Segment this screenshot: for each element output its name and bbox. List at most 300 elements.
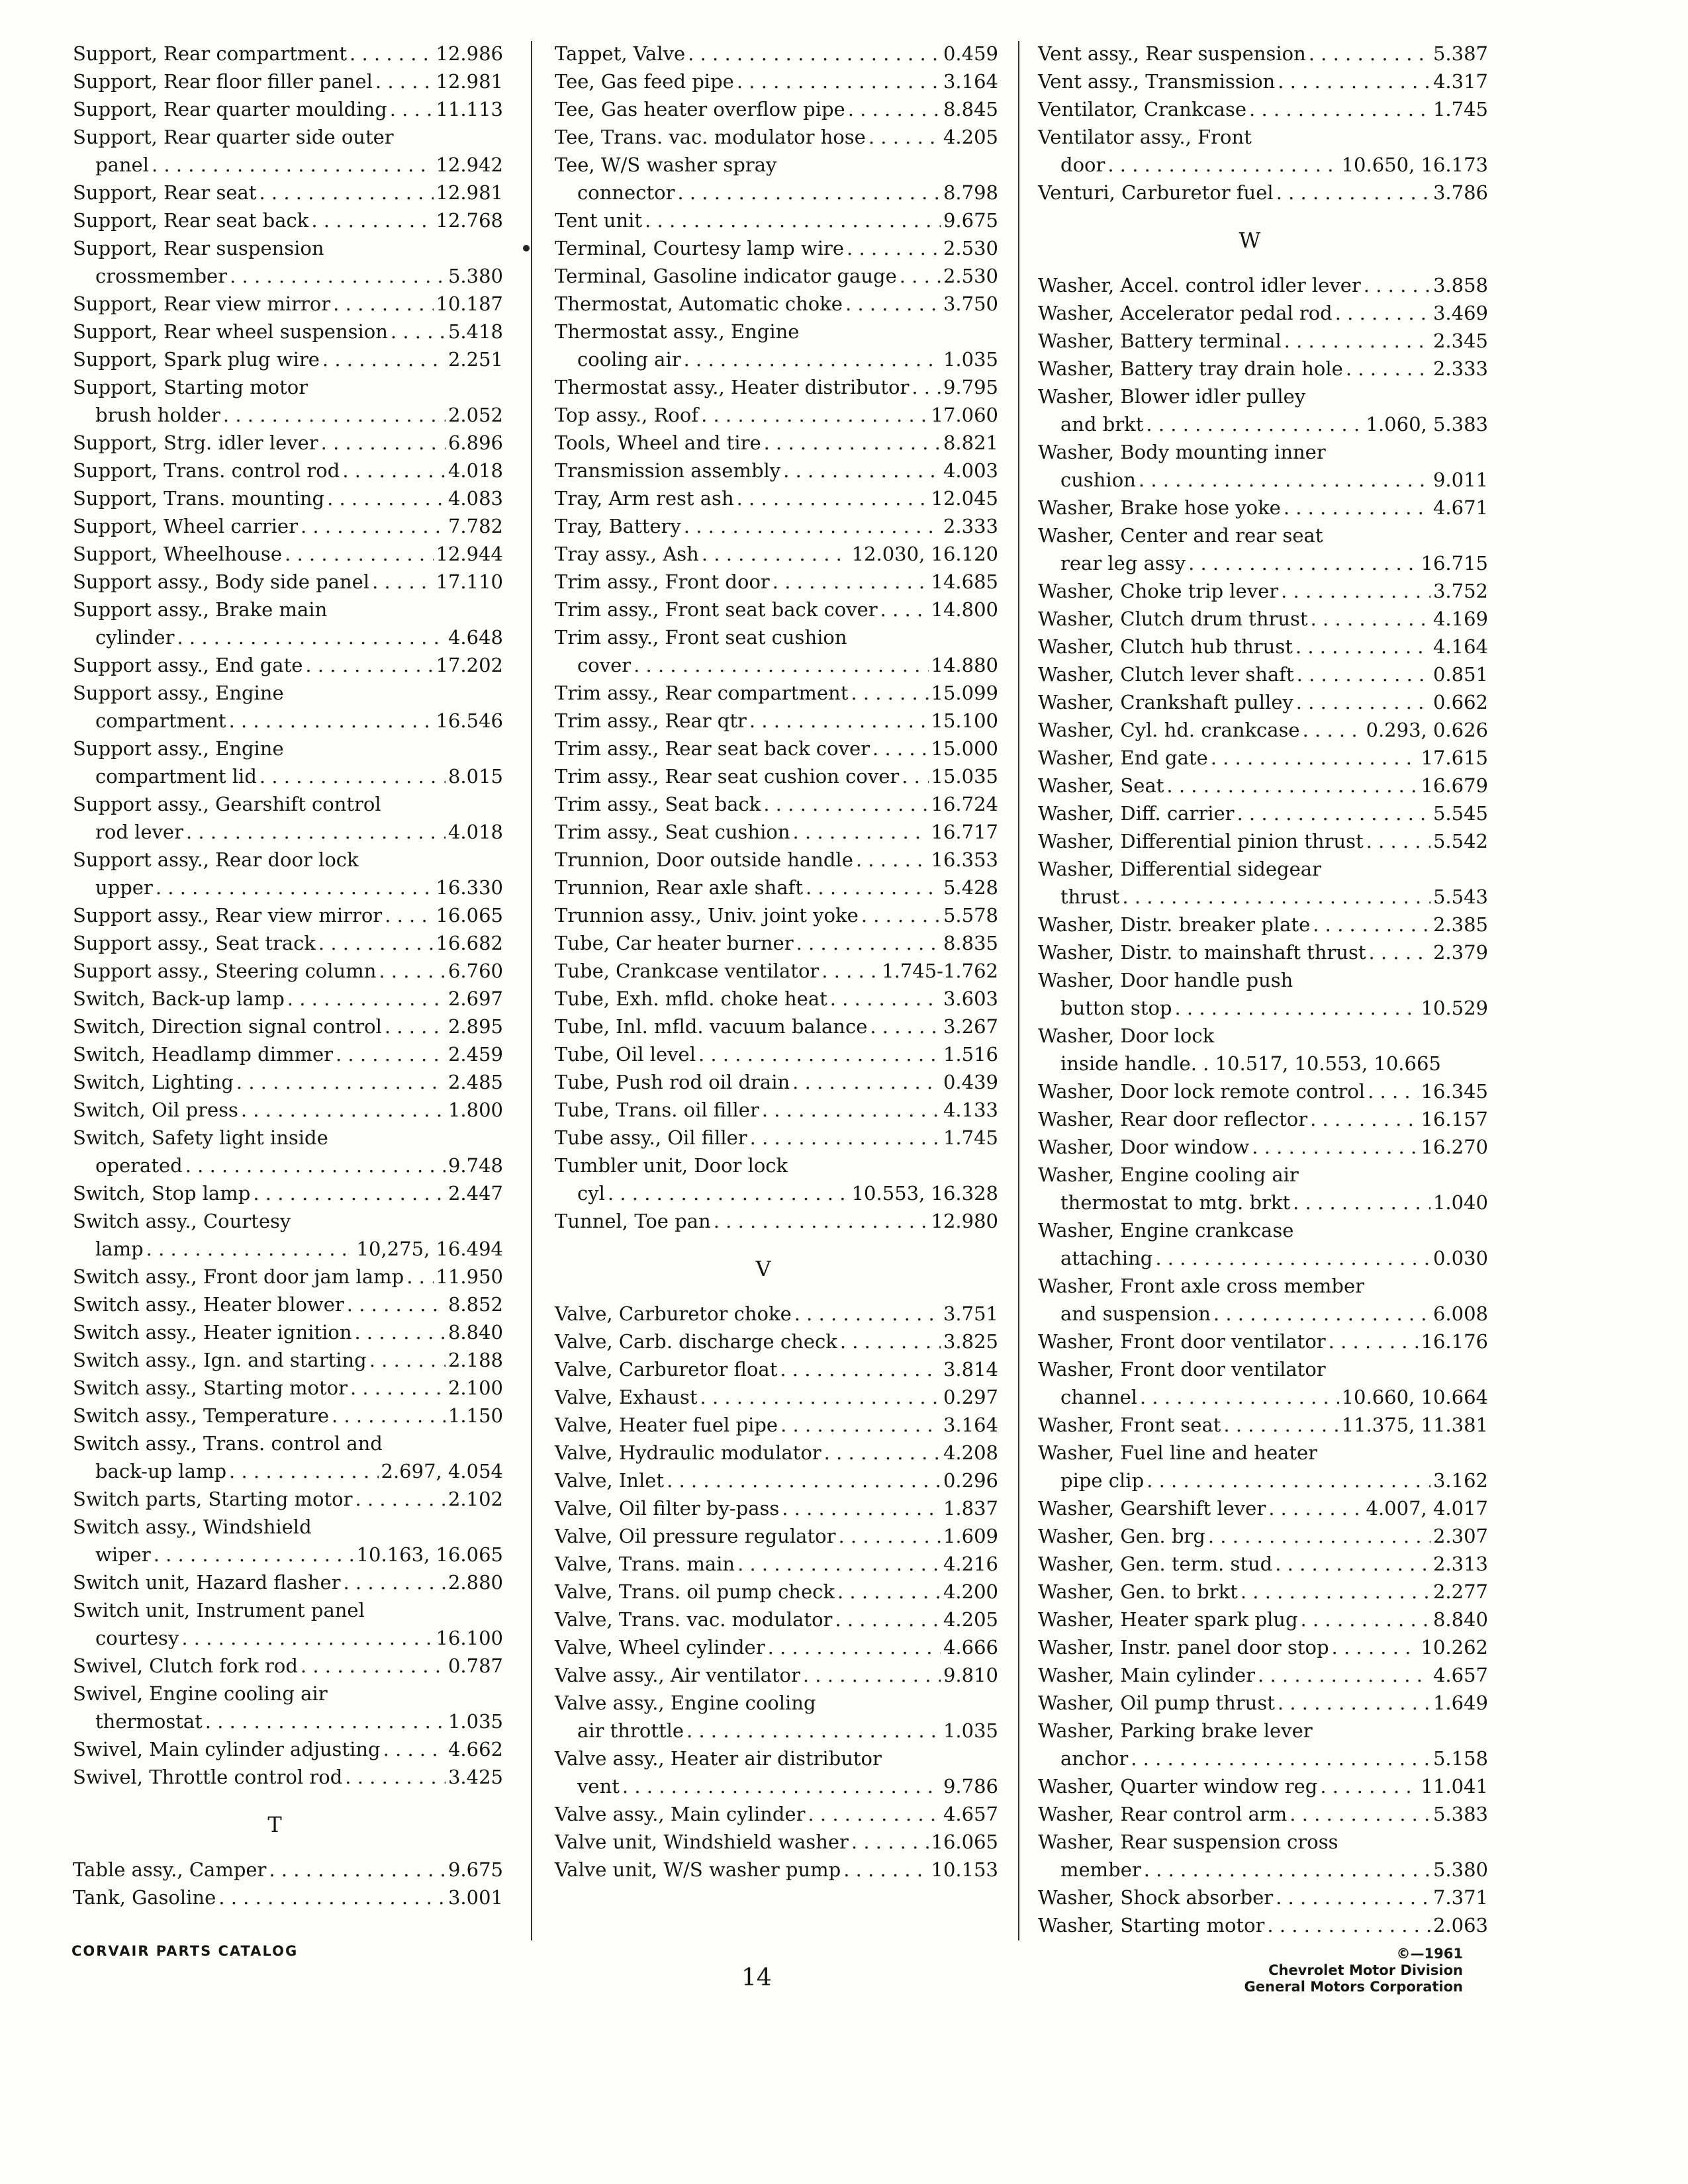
- entry-part-name: Support, Wheelhouse: [73, 543, 283, 565]
- entry-part-name: Washer, Main cylinder: [1038, 1664, 1256, 1686]
- index-entry: [1038, 1383, 1488, 1411]
- dot-leader: [1107, 151, 1338, 179]
- dot-leader: [259, 179, 433, 206]
- index-entry: [73, 429, 503, 457]
- entry-part-name: Tee, Trans. vac. modulator hose: [555, 126, 866, 148]
- entry-group-number: 7.371: [1432, 1886, 1488, 1909]
- dot-leader: [391, 318, 445, 345]
- entry-part-name: Vent assy., Rear suspension: [1038, 42, 1306, 65]
- entry-part-name: Top assy., Roof: [555, 404, 699, 426]
- entry-part-name: button stop: [1060, 997, 1172, 1019]
- entry-group-number: 4.205: [943, 126, 998, 148]
- index-entry: [555, 874, 998, 901]
- entry-group-number: 5.383: [1432, 1803, 1488, 1825]
- dot-leader: [633, 651, 928, 679]
- entry-group-number: 2.345: [1432, 330, 1488, 352]
- index-entry: [1038, 1105, 1488, 1133]
- dot-leader: [737, 484, 929, 512]
- entry-group-number: 2.880: [447, 1571, 503, 1594]
- entry-part-name: Support, Rear seat back: [73, 209, 309, 232]
- dot-leader: [285, 540, 433, 568]
- dot-leader: [912, 373, 941, 401]
- entry-part-name: Tent unit: [555, 209, 643, 232]
- index-entry: [73, 1068, 503, 1096]
- entry-group-number: 2.895: [447, 1015, 503, 1038]
- dot-leader: [1140, 1383, 1339, 1411]
- entry-part-name: Switch unit, Hazard flasher: [73, 1571, 341, 1594]
- index-entry: [1038, 1689, 1488, 1717]
- dot-leader: [1366, 827, 1430, 855]
- index-entry: [73, 179, 503, 206]
- entry-part-name: Washer, Brake hose yoke: [1038, 496, 1281, 519]
- index-entry: [555, 707, 998, 735]
- entry-group-number: 1.837: [943, 1497, 998, 1520]
- entry-part-name: upper: [95, 876, 153, 899]
- entry-part-name: Washer, Quarter window reg: [1038, 1775, 1318, 1797]
- entry-group-number: 2.530: [943, 265, 998, 287]
- entry-group-number: 16.679: [1421, 774, 1488, 797]
- index-entry: [73, 874, 503, 901]
- entry-group-number: 8.835: [943, 932, 998, 954]
- entry-group-number: 8.840: [1432, 1608, 1488, 1631]
- dot-leader: [241, 1096, 445, 1124]
- index-entry-heading: Ventilator assy., Front: [1038, 126, 1252, 148]
- entry-group-number: 16.176: [1421, 1330, 1488, 1353]
- entry-group-number: 3.164: [943, 1414, 998, 1436]
- entry-group-number: 4.018: [447, 821, 503, 843]
- entry-part-name: Washer, Accelerator pedal rod: [1038, 302, 1333, 324]
- index-entry: [555, 1633, 998, 1661]
- dot-leader: [848, 95, 941, 123]
- dot-leader: [1252, 1133, 1418, 1161]
- entry-group-number: 9.748: [447, 1154, 503, 1177]
- dot-leader: [737, 1550, 941, 1578]
- entry-part-name: Valve assy., Air ventilator: [555, 1664, 800, 1686]
- entry-group-number: 5.578: [943, 904, 998, 927]
- dot-leader: [253, 1179, 445, 1207]
- index-entry: [1038, 355, 1488, 383]
- entry-part-name: Tray assy., Ash: [555, 543, 699, 565]
- entry-part-name: Washer, Gearshift lever: [1038, 1497, 1266, 1520]
- entry-group-number: 16.065: [436, 904, 503, 927]
- dot-leader: [301, 1652, 445, 1680]
- dot-leader: [322, 345, 445, 373]
- entry-group-number: 4.169: [1432, 608, 1488, 630]
- dot-leader: [677, 179, 941, 206]
- index-entry: [73, 1096, 503, 1124]
- dot-leader: [1346, 355, 1430, 383]
- index-entry: [73, 1652, 503, 1680]
- dot-leader: [1335, 299, 1430, 327]
- entry-part-name: Washer, Instr. panel door stop: [1038, 1636, 1329, 1659]
- dot-leader: [840, 1328, 941, 1355]
- index-entry: [555, 206, 998, 234]
- index-entry: [73, 957, 503, 985]
- entry-group-number: 0.296: [943, 1469, 998, 1492]
- entry-group-number: 10.660, 10.664: [1341, 1386, 1488, 1408]
- entry-group-number: 4.003: [943, 459, 998, 482]
- dot-leader: [762, 1096, 941, 1124]
- index-entry-heading: Support assy., Rear door lock: [73, 848, 359, 871]
- dot-leader: [1310, 1105, 1418, 1133]
- dot-leader: [868, 123, 941, 151]
- entry-part-name: Switch assy., Front door jam lamp: [73, 1265, 404, 1288]
- dot-leader: [1139, 466, 1430, 494]
- entry-group-number: 2.251: [447, 348, 503, 371]
- entry-group-number: 17.615: [1421, 747, 1488, 769]
- entry-group-number: 16.065: [931, 1831, 998, 1853]
- dot-leader: [845, 290, 941, 318]
- entry-group-number: 1.649: [1432, 1692, 1488, 1714]
- dot-leader: [851, 679, 928, 707]
- dot-leader: [350, 1374, 445, 1402]
- dot-leader: [1368, 1077, 1418, 1105]
- entry-group-number: 16.724: [931, 793, 998, 815]
- index-entry: [1038, 1800, 1488, 1828]
- index-entry: [73, 1291, 503, 1318]
- index-entry: [555, 40, 998, 68]
- index-entry: [73, 540, 503, 568]
- entry-part-name: Thermostat assy., Heater distributor: [555, 376, 910, 398]
- entry-part-name: rod lever: [95, 821, 183, 843]
- index-entry: [555, 651, 998, 679]
- section-letter: T: [267, 1812, 282, 1837]
- entry-group-number: 3.825: [943, 1330, 998, 1353]
- entry-group-number: 10.262: [1421, 1636, 1488, 1659]
- dot-leader: [737, 68, 941, 95]
- dot-leader: [900, 262, 941, 290]
- index-entry-heading: Washer, Fuel line and heater: [1038, 1441, 1318, 1464]
- index-entry: [555, 957, 998, 985]
- dot-leader: [780, 1411, 941, 1439]
- dot-leader: [838, 1522, 941, 1550]
- index-entry: [1038, 1522, 1488, 1550]
- entry-group-number: 2.459: [447, 1043, 503, 1066]
- entry-group-number: 6.896: [447, 432, 503, 454]
- entry-part-name: Trim assy., Rear compartment: [555, 682, 849, 704]
- entry-part-name: cushion: [1060, 469, 1136, 491]
- dot-leader: [344, 1569, 445, 1596]
- index-entry: [1038, 1189, 1488, 1216]
- index-entry-heading: Washer, Blower idler pulley: [1038, 385, 1306, 408]
- entry-group-number: 2.100: [447, 1377, 503, 1399]
- dot-leader: [830, 985, 941, 1013]
- index-entry: [1038, 994, 1488, 1022]
- index-entry: [555, 290, 998, 318]
- page-number: 14: [741, 1964, 772, 1991]
- index-entry: [73, 1152, 503, 1179]
- entry-part-name: pipe clip: [1060, 1469, 1145, 1492]
- entry-part-name: Washer, Distr. breaker plate: [1038, 913, 1311, 936]
- index-entry: [73, 1485, 503, 1513]
- dot-leader: [880, 596, 929, 623]
- index-entry: [73, 1179, 503, 1207]
- index-entry-heading: Trim assy., Front seat cushion: [555, 626, 847, 649]
- dot-leader: [229, 1457, 378, 1485]
- index-entry: [73, 1763, 503, 1791]
- dot-leader: [763, 790, 928, 818]
- entry-group-number: 8.798: [943, 181, 998, 204]
- entry-part-name: Vent assy., Transmission: [1038, 70, 1276, 93]
- entry-group-number: 9.795: [943, 376, 998, 398]
- index-entry: [73, 1235, 503, 1263]
- entry-group-number: 3.164: [943, 70, 998, 93]
- index-entry: [555, 1300, 998, 1328]
- index-entry: [1038, 1606, 1488, 1633]
- entry-part-name: vent: [577, 1775, 620, 1797]
- index-entry-heading: Switch, Safety light inside: [73, 1126, 328, 1149]
- index-entry: [555, 846, 998, 874]
- entry-group-number: 15.035: [931, 765, 998, 788]
- dot-leader: [390, 95, 434, 123]
- dot-leader: [1278, 1689, 1430, 1717]
- index-entry: [73, 762, 503, 790]
- entry-group-number: 4.208: [943, 1441, 998, 1464]
- index-entry: [73, 929, 503, 957]
- index-entry: [555, 540, 998, 568]
- entry-part-name: Tube, Car heater burner: [555, 932, 794, 954]
- dot-leader: [301, 512, 445, 540]
- dot-leader: [1297, 660, 1430, 688]
- entry-group-number: 16.100: [436, 1627, 503, 1649]
- section-letter: V: [755, 1256, 771, 1281]
- entry-part-name: Washer, Clutch drum thrust: [1038, 608, 1308, 630]
- entry-group-number: 2.052: [447, 404, 503, 426]
- index-entry: [555, 1355, 998, 1383]
- entry-part-name: Switch, Stop lamp: [73, 1182, 251, 1205]
- index-column-2: [555, 40, 998, 1884]
- dot-leader: [336, 1040, 445, 1068]
- entry-part-name: crossmember: [95, 265, 228, 287]
- index-entry-heading: Washer, Engine crankcase: [1038, 1219, 1294, 1242]
- dot-leader: [383, 1735, 445, 1763]
- dot-leader: [321, 429, 445, 457]
- entry-part-name: Transmission assembly: [555, 459, 781, 482]
- index-entry-heading: Support assy., Brake main: [73, 598, 328, 621]
- entry-group-number: 0.851: [1432, 663, 1488, 686]
- dot-leader: [318, 929, 434, 957]
- index-entry: [555, 1383, 998, 1411]
- entry-part-name: Tube, Push rod oil drain: [555, 1071, 790, 1093]
- entry-part-name: Valve, Oil pressure regulator: [555, 1525, 836, 1547]
- dot-leader: [223, 401, 445, 429]
- entry-part-name: Switch assy., Ign. and starting: [73, 1349, 367, 1371]
- entry-group-number: 9.786: [943, 1775, 998, 1797]
- index-entry: [555, 373, 998, 401]
- entry-part-name: Tee, Gas heater overflow pipe: [555, 98, 845, 120]
- index-entry: [555, 1179, 998, 1207]
- dot-leader: [333, 290, 433, 318]
- index-entry: [73, 1013, 503, 1040]
- index-entry: [1038, 1856, 1488, 1884]
- index-entry: [1038, 68, 1488, 95]
- index-entry: [73, 1541, 503, 1569]
- entry-part-name: Washer, Battery tray drain hole: [1038, 357, 1343, 380]
- dot-leader: [177, 623, 445, 651]
- dot-leader: [1284, 327, 1430, 355]
- dot-leader: [872, 735, 929, 762]
- entry-part-name: lamp: [95, 1238, 144, 1260]
- index-entry: [73, 1040, 503, 1068]
- index-entry: [555, 568, 998, 596]
- dot-leader: [375, 68, 434, 95]
- dot-leader: [645, 206, 941, 234]
- index-entry: [1038, 827, 1488, 855]
- index-entry: [555, 484, 998, 512]
- index-entry: [555, 179, 998, 206]
- dot-leader: [1223, 1411, 1338, 1439]
- entry-group-number: 4.657: [1432, 1664, 1488, 1686]
- entry-part-name: Support, Wheel carrier: [73, 515, 298, 537]
- index-entry: [73, 1374, 503, 1402]
- entry-group-number: 11.375, 11.381: [1341, 1414, 1488, 1436]
- index-entry-heading: Thermostat assy., Engine: [555, 320, 800, 343]
- entry-group-number: 14.880: [931, 654, 998, 676]
- entry-group-number: 1.040: [1432, 1191, 1488, 1214]
- entry-group-number: 12.942: [436, 154, 503, 176]
- index-entry: [1038, 327, 1488, 355]
- dot-leader: [701, 401, 928, 429]
- entry-group-number: 2.188: [447, 1349, 503, 1371]
- entry-part-name: member: [1060, 1858, 1141, 1881]
- entry-group-number: 4.671: [1432, 496, 1488, 519]
- index-entry: [1038, 688, 1488, 716]
- index-entry: [73, 1318, 503, 1346]
- index-entry: [555, 1328, 998, 1355]
- entry-group-number: 2.697, 4.054: [381, 1460, 503, 1482]
- index-entry: [1038, 1884, 1488, 1911]
- entry-group-number: 0.297: [943, 1386, 998, 1408]
- entry-group-number: 17.060: [931, 404, 998, 426]
- entry-part-name: Tube, Trans. oil filler: [555, 1099, 759, 1121]
- dot-leader: [355, 1318, 445, 1346]
- entry-part-name: rear leg assy: [1060, 552, 1186, 574]
- index-entry: [555, 1522, 998, 1550]
- dot-leader: [1213, 1300, 1430, 1328]
- index-entry: [1038, 716, 1488, 744]
- index-entry-heading: Switch assy., Windshield: [73, 1516, 312, 1538]
- entry-part-name: Switch assy., Temperature: [73, 1404, 329, 1427]
- entry-part-name: Washer, Starting motor: [1038, 1914, 1265, 1936]
- index-entry-heading: Tee, W/S washer spray: [555, 154, 777, 176]
- dot-leader: [796, 929, 941, 957]
- entry-part-name: and suspension: [1060, 1302, 1211, 1325]
- dot-leader: [1276, 179, 1430, 206]
- entry-part-name: Valve, Carburetor choke: [555, 1302, 792, 1325]
- entry-group-number: 4.662: [447, 1738, 503, 1760]
- dot-leader: [749, 707, 929, 735]
- dot-leader: [792, 1068, 941, 1096]
- entry-group-number: 3.603: [943, 987, 998, 1010]
- entry-group-number: 12.981: [436, 181, 503, 204]
- dot-leader: [1122, 883, 1430, 911]
- dot-leader: [311, 206, 433, 234]
- dot-leader: [783, 457, 941, 484]
- entry-group-number: 12.030, 16.120: [851, 543, 998, 565]
- entry-group-number: 2.697: [447, 987, 503, 1010]
- entry-part-name: Washer, Choke trip lever: [1038, 580, 1279, 602]
- index-entry: [73, 1457, 503, 1485]
- dot-leader: [1301, 1606, 1430, 1633]
- entry-part-name: Trim assy., Rear seat back cover: [555, 737, 870, 760]
- index-entry: [555, 1856, 998, 1884]
- index-entry: [73, 623, 503, 651]
- entry-part-name: air throttle: [577, 1719, 684, 1742]
- column-divider: [531, 41, 532, 1940]
- index-entry: [73, 151, 503, 179]
- entry-group-number: 5.158: [1432, 1747, 1488, 1770]
- index-entry: [73, 818, 503, 846]
- entry-part-name: Support assy., Rear view mirror: [73, 904, 383, 927]
- entry-part-name: Trunnion assy., Univ. joint yoke: [555, 904, 859, 927]
- entry-group-number: 16.715: [1421, 552, 1488, 574]
- index-entry: [555, 1772, 998, 1800]
- index-entry: [1038, 1300, 1488, 1328]
- entry-part-name: Tube, Crankcase ventilator: [555, 960, 820, 982]
- entry-part-name: compartment: [95, 709, 226, 732]
- entry-part-name: Tee, Gas feed pipe: [555, 70, 734, 93]
- dot-leader: [1146, 410, 1363, 438]
- dot-leader: [156, 874, 434, 901]
- index-entry: [555, 1439, 998, 1467]
- dot-leader: [385, 1013, 445, 1040]
- dot-leader: [824, 1439, 941, 1467]
- dot-leader: [355, 1485, 445, 1513]
- dot-leader: [847, 234, 941, 262]
- index-column-3: [1038, 40, 1488, 1939]
- index-entry: [73, 262, 503, 290]
- index-entry: [1038, 772, 1488, 799]
- entry-group-number: 1.150: [447, 1404, 503, 1427]
- index-entry: [1038, 1411, 1488, 1439]
- index-entry: [555, 790, 998, 818]
- index-entry: [1038, 1578, 1488, 1606]
- entry-group-number: 9.675: [447, 1858, 503, 1881]
- index-entry: [73, 401, 503, 429]
- index-entry-heading: Support, Rear quarter side outer: [73, 126, 394, 148]
- entry-group-number: 1.745-1.762: [882, 960, 998, 982]
- entry-group-number: 6.760: [447, 960, 503, 982]
- dot-leader: [700, 1383, 941, 1411]
- entry-part-name: Trim assy., Rear qtr: [555, 709, 747, 732]
- entry-group-number: 16.717: [931, 821, 998, 843]
- entry-group-number: 0.787: [447, 1655, 503, 1677]
- dot-leader: [1364, 271, 1430, 299]
- dot-leader: [1329, 1328, 1419, 1355]
- entry-group-number: 3.001: [447, 1886, 503, 1909]
- index-entry-heading: Valve assy., Heater air distributor: [555, 1747, 882, 1770]
- entry-group-number: 16.270: [1421, 1136, 1488, 1158]
- dot-leader: [1278, 68, 1430, 95]
- entry-part-name: Swivel, Throttle control rod: [73, 1766, 343, 1788]
- index-entry: [73, 1884, 503, 1911]
- entry-part-name: Tube, Exh. mfld. choke heat: [555, 987, 827, 1010]
- entry-part-name: Trim assy., Front seat back cover: [555, 598, 878, 621]
- index-entry-heading: Swivel, Engine cooling air: [73, 1682, 328, 1705]
- dot-leader: [1275, 1550, 1430, 1578]
- entry-part-name: Washer, Rear door reflector: [1038, 1108, 1308, 1130]
- entry-part-name: Ventilator, Crankcase: [1038, 98, 1247, 120]
- column-divider: [1018, 41, 1019, 1940]
- entry-part-name: Support, Rear floor filler panel: [73, 70, 373, 93]
- entry-part-name: Washer, Crankshaft pulley: [1038, 691, 1293, 713]
- entry-part-name: Washer, End gate: [1038, 747, 1208, 769]
- entry-part-name: Valve, Heater fuel pipe: [555, 1414, 778, 1436]
- dot-leader: [1166, 772, 1418, 799]
- dot-leader: [851, 1828, 929, 1856]
- entry-group-number: 3.858: [1432, 274, 1488, 296]
- entry-part-name: Washer, Door lock remote control: [1038, 1080, 1366, 1103]
